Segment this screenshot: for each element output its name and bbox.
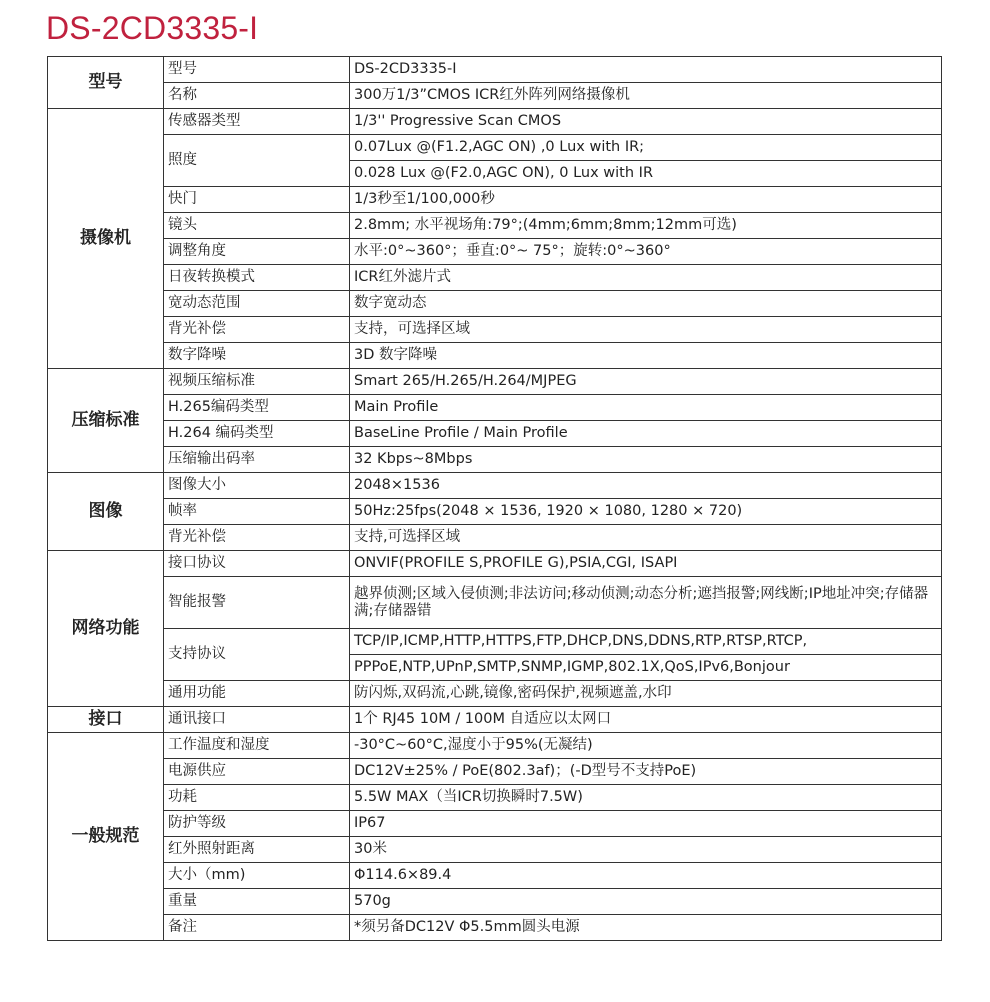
- spec-label: 图像大小: [164, 473, 350, 499]
- spec-row: [48, 395, 942, 421]
- spec-row: [48, 733, 942, 759]
- spec-label: 日夜转换模式: [164, 265, 350, 291]
- spec-value: 防闪烁,双码流,心跳,镜像,密码保护,视频遮盖,水印: [350, 681, 942, 707]
- spec-row: [48, 421, 942, 447]
- spec-row: [48, 785, 942, 811]
- spec-label: 功耗: [164, 785, 350, 811]
- spec-row: [48, 915, 942, 941]
- spec-table: [47, 56, 942, 941]
- spec-row: [48, 889, 942, 915]
- spec-row: [48, 213, 942, 239]
- spec-value: 2048×1536: [350, 473, 942, 499]
- spec-row: [48, 707, 942, 733]
- spec-value: PPPoE,NTP,UPnP,SMTP,SNMP,IGMP,802.1X,QoS,IPv6,Bonjour: [350, 655, 942, 681]
- spec-value: 1/3秒至1/100,000秒: [350, 187, 942, 213]
- spec-value: 2.8mm; 水平视场角:79°;(4mm;6mm;8mm;12mm可选): [350, 213, 942, 239]
- spec-label: 重量: [164, 889, 350, 915]
- spec-label: 防护等级: [164, 811, 350, 837]
- spec-label: 镜头: [164, 213, 350, 239]
- section-category: 图像: [48, 473, 164, 551]
- spec-label: 名称: [164, 83, 350, 109]
- spec-value: 30米: [350, 837, 942, 863]
- spec-value: BaseLine Profile / Main Profile: [350, 421, 942, 447]
- spec-value: IP67: [350, 811, 942, 837]
- spec-row: [48, 109, 942, 135]
- spec-value: ONVIF(PROFILE S,PROFILE G),PSIA,CGI, ISAPI: [350, 551, 942, 577]
- spec-row: [48, 577, 942, 629]
- spec-row: [48, 525, 942, 551]
- spec-value: DC12V±25% / PoE(802.3af)；(-D型号不支持PoE): [350, 759, 942, 785]
- spec-value: 3D 数字降噪: [350, 343, 942, 369]
- spec-row: [48, 187, 942, 213]
- spec-value: 0.07Lux @(F1.2,AGC ON) ,0 Lux with IR;: [350, 135, 942, 161]
- spec-label: 压缩输出码率: [164, 447, 350, 473]
- spec-row: [48, 629, 942, 655]
- spec-value: 32 Kbps~8Mbps: [350, 447, 942, 473]
- spec-value: ICR红外滤片式: [350, 265, 942, 291]
- spec-row: [48, 551, 942, 577]
- spec-label: 智能报警: [164, 577, 350, 629]
- spec-label: H.264 编码类型: [164, 421, 350, 447]
- spec-value: 水平:0°~360°；垂直:0°~ 75°；旋转:0°~360°: [350, 239, 942, 265]
- spec-label: 通用功能: [164, 681, 350, 707]
- spec-label: 帧率: [164, 499, 350, 525]
- spec-label: 照度: [164, 135, 350, 187]
- spec-label: 调整角度: [164, 239, 350, 265]
- spec-label: 红外照射距离: [164, 837, 350, 863]
- spec-row: [48, 239, 942, 265]
- spec-value: TCP/IP,ICMP,HTTP,HTTPS,FTP,DHCP,DNS,DDNS,RTP,RTSP,RTCP,: [350, 629, 942, 655]
- spec-value: -30°C~60°C,湿度小于95%(无凝结): [350, 733, 942, 759]
- spec-row: [48, 343, 942, 369]
- spec-value: 570g: [350, 889, 942, 915]
- spec-label: 大小（mm): [164, 863, 350, 889]
- spec-row: [48, 369, 942, 395]
- spec-label: 快门: [164, 187, 350, 213]
- spec-row: [48, 447, 942, 473]
- spec-value: 1/3'' Progressive Scan CMOS: [350, 109, 942, 135]
- spec-row: [48, 863, 942, 889]
- section-category: 接口: [48, 707, 164, 733]
- spec-value: 0.028 Lux @(F2.0,AGC ON), 0 Lux with IR: [350, 161, 942, 187]
- spec-label: 接口协议: [164, 551, 350, 577]
- spec-row: [48, 473, 942, 499]
- spec-value: 越界侦测;区域入侵侦测;非法访问;移动侦测;动态分析;遮挡报警;网线断;IP地址冲突;存储器满;存储器错: [350, 577, 942, 629]
- spec-value: Main Profile: [350, 395, 942, 421]
- section-category: 型号: [48, 57, 164, 109]
- spec-row: [48, 811, 942, 837]
- spec-row: [48, 759, 942, 785]
- spec-label: 背光补偿: [164, 525, 350, 551]
- page-title: DS-2CD3335-I: [46, 10, 259, 46]
- spec-label: 视频压缩标准: [164, 369, 350, 395]
- section-category: 压缩标准: [48, 369, 164, 473]
- spec-value: 5.5W MAX（当ICR切换瞬时7.5W): [350, 785, 942, 811]
- spec-value: 支持，可选择区域: [350, 317, 942, 343]
- spec-value: 1个 RJ45 10M / 100M 自适应以太网口: [350, 707, 942, 733]
- spec-label: 型号: [164, 57, 350, 83]
- spec-row: [48, 317, 942, 343]
- spec-row: [48, 499, 942, 525]
- spec-row: [48, 681, 942, 707]
- spec-label: 宽动态范围: [164, 291, 350, 317]
- spec-label: 背光补偿: [164, 317, 350, 343]
- spec-value: 300万1/3”CMOS ICR红外阵列网络摄像机: [350, 83, 942, 109]
- spec-label: 工作温度和湿度: [164, 733, 350, 759]
- spec-value: 支持,可选择区域: [350, 525, 942, 551]
- spec-value: DS-2CD3335-I: [350, 57, 942, 83]
- section-category: 摄像机: [48, 109, 164, 369]
- spec-value: *须另备DC12V Φ5.5mm圆头电源: [350, 915, 942, 941]
- section-category: 网络功能: [48, 551, 164, 707]
- spec-row: [48, 265, 942, 291]
- spec-row: [48, 83, 942, 109]
- spec-value: Φ114.6×89.4: [350, 863, 942, 889]
- spec-row: [48, 837, 942, 863]
- spec-value: 数字宽动态: [350, 291, 942, 317]
- section-category: 一般规范: [48, 733, 164, 941]
- spec-label: 数字降噪: [164, 343, 350, 369]
- spec-label: 备注: [164, 915, 350, 941]
- spec-value: Smart 265/H.265/H.264/MJPEG: [350, 369, 942, 395]
- spec-label: 传感器类型: [164, 109, 350, 135]
- spec-row: [48, 291, 942, 317]
- spec-row: [48, 57, 942, 83]
- spec-label: H.265编码类型: [164, 395, 350, 421]
- spec-label: 电源供应: [164, 759, 350, 785]
- spec-row: [48, 135, 942, 161]
- spec-label: 支持协议: [164, 629, 350, 681]
- spec-label: 通讯接口: [164, 707, 350, 733]
- spec-value: 50Hz:25fps(2048 × 1536, 1920 × 1080, 1280 × 720): [350, 499, 942, 525]
